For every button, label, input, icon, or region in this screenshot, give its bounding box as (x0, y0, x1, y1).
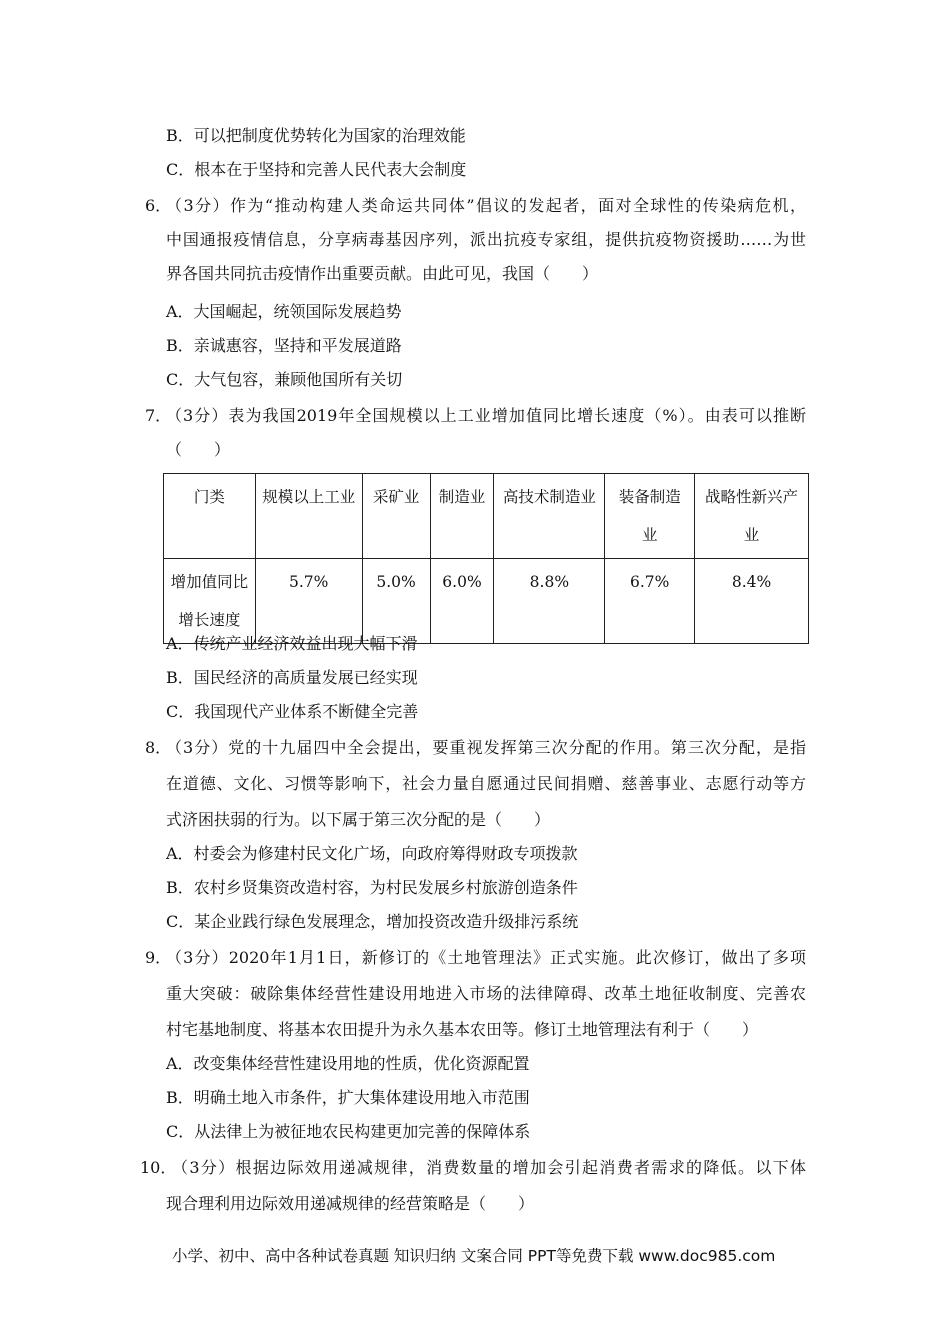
question-number: 10． (140, 1158, 177, 1177)
option: B．明确土地入市条件，扩大集体建设用地入市范围 (166, 1088, 530, 1107)
option: C．大气包容，兼顾他国所有关切 (166, 370, 403, 389)
table-header: 装备制造业 (605, 474, 695, 559)
question-text: （3分）根据边际效用递减规律，消费数量的增加会引起消费者需求的降低。以下体 (172, 1158, 806, 1177)
option: C．根本在于坚持和完善人民代表大会制度 (166, 160, 467, 179)
question-number: 8． (145, 738, 172, 757)
question-text: 中国通报疫情信息，分享病毒基因序列，派出抗疫专家组，提供抗疫物资援助……为世 (166, 230, 806, 249)
footer-text: 小学、初中、高中各种试卷真题 知识归纳 文案合同 PPT等免费下载 www.doc985.com (172, 1247, 776, 1265)
question-number: 7． (145, 406, 172, 425)
question-text: （3分）表为我国2019年全国规模以上工业增加值同比增长速度（%）。由表可以推断 (166, 406, 806, 425)
option: A．改变集体经营性建设用地的性质，优化资源配置 (166, 1054, 530, 1073)
question-text: （3分）2020年1月1日，新修订的《土地管理法》正式实施。此次修订，做出了多项 (166, 948, 806, 967)
question-text: 界各国共同抗击疫情作出重要贡献。由此可见，我国（ ） (166, 264, 599, 283)
question-text: 在道德、文化、习惯等影响下，社会力量自愿通过民间捐赠、慈善事业、志愿行动等方 (166, 774, 806, 793)
option: B．国民经济的高质量发展已经实现 (166, 668, 418, 687)
table-cell: 8.4% (695, 559, 809, 644)
question-text: 式济困扶弱的行为。以下属于第三次分配的是（ ） (166, 810, 551, 829)
question-number: 9． (145, 948, 172, 967)
table-cell: 5.7% (255, 559, 362, 644)
option: A．传统产业经济效益出现大幅下滑 (166, 634, 418, 653)
question-text: 村宅基地制度、将基本农田提升为永久基本农田等。修订土地管理法有利于（ ） (166, 1020, 759, 1039)
table-cell: 8.8% (494, 559, 605, 644)
table-header: 战略性新兴产业 (695, 474, 809, 559)
option: A．大国崛起，统领国际发展趋势 (166, 302, 402, 321)
question-number: 6． (145, 196, 172, 215)
table-cell: 5.0% (362, 559, 430, 644)
option: B．农村乡贤集资改造村容，为村民发展乡村旅游创造条件 (166, 878, 578, 897)
question-text: （3分）作为“推动构建人类命运共同体”倡议的发起者，面对全球性的传染病危机， (166, 196, 806, 215)
question-text: （ ） (166, 440, 231, 459)
row-label: 增加值同比增长速度 (164, 559, 256, 644)
table-header: 规模以上工业 (255, 474, 362, 559)
option: B．可以把制度优势转化为国家的治理效能 (166, 126, 466, 145)
option: C．某企业践行绿色发展理念，增加投资改造升级排污系统 (166, 912, 579, 931)
table-header: 门类 (164, 474, 256, 559)
question-text: 现合理利用边际效用递减规律的经营策略是（ ） (166, 1194, 535, 1213)
table-header: 高技术制造业 (494, 474, 605, 559)
option: C．从法律上为被征地农民构建更加完善的保障体系 (166, 1122, 531, 1141)
question-text: （3分）党的十九届四中全会提出，要重视发挥第三次分配的作用。第三次分配，是指 (166, 738, 806, 757)
question-text: 重大突破：破除集体经营性建设用地进入市场的法律障碍、改革土地征收制度、完善农 (166, 984, 806, 1003)
option: B．亲诚惠容，坚持和平发展道路 (166, 336, 402, 355)
option: C．我国现代产业体系不断健全完善 (166, 702, 419, 721)
option: A．村委会为修建村民文化广场，向政府筹得财政专项拨款 (166, 844, 578, 863)
table-cell: 6.0% (430, 559, 494, 644)
table-header: 制造业 (430, 474, 494, 559)
growth-table (163, 473, 809, 644)
table-header: 采矿业 (362, 474, 430, 559)
table-cell: 6.7% (605, 559, 695, 644)
